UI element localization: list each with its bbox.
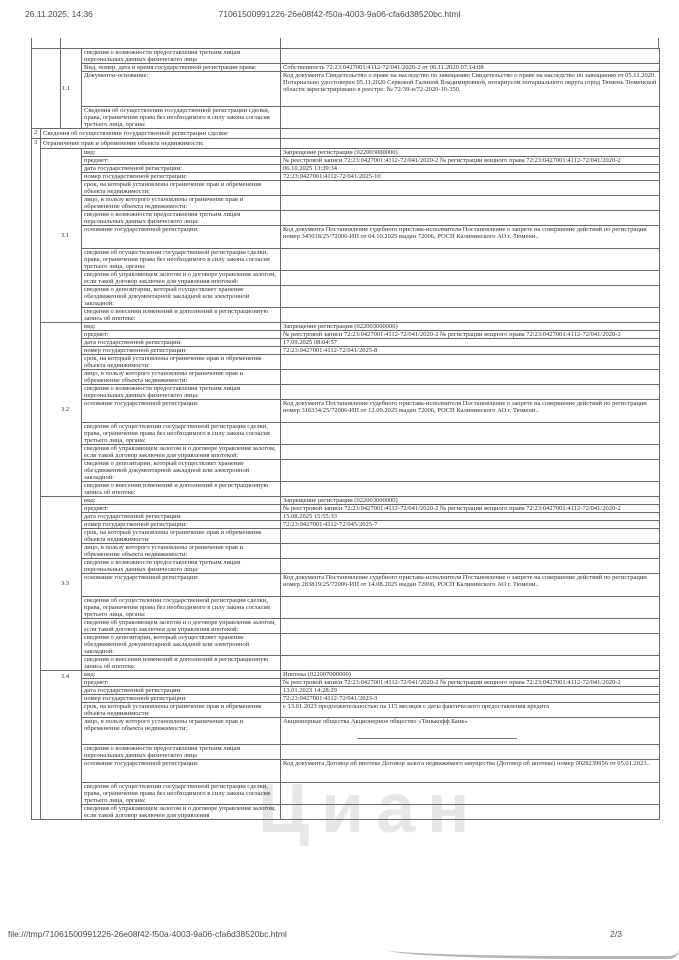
section-heading-cell: Сведения об осуществлении государственной регистрации сделки: — [41, 129, 281, 139]
border-stub — [60, 38, 61, 48]
row-value-cell: 72:23:0427001:4112-72/041/2025-10 — [281, 173, 660, 181]
table-row — [32, 634, 660, 656]
row-value-cell — [281, 139, 660, 149]
table-row — [32, 72, 660, 107]
table-row — [32, 497, 660, 505]
row-value-cell — [281, 597, 660, 619]
table-row — [32, 107, 660, 129]
table-row — [32, 544, 660, 559]
table-row — [32, 196, 660, 211]
table-row — [32, 339, 660, 347]
row-label-cell: сведения о депозитарии, который осуществляет хранение обездвиженной документарной закладной или электронной закладной: — [82, 460, 281, 482]
table-row — [32, 718, 660, 745]
table-row — [32, 400, 660, 423]
row-value-cell: с 13.01.2023 продолжительностью на 115 месяцев с даты фактического предоставления кредита — [281, 703, 660, 718]
subsection-number-cell: 3.3 — [41, 497, 82, 671]
subsection-number-cell: 3.1 — [41, 149, 82, 323]
footer-file-url: file:///tmp/71061500991226-26e08f42-f50a-4003-9a06-cfa6d38520bc.html — [8, 929, 287, 939]
print-footer — [0, 929, 679, 941]
row-label-cell: срок, на который установлены ограничение прав и обременение объекта недвижимости: — [82, 355, 281, 370]
row-label-cell: сведения о внесении изменений и дополнений в регистрационную запись об ипотеке: — [82, 482, 281, 497]
table-row — [32, 211, 660, 226]
row-value-cell — [281, 544, 660, 559]
table-row — [32, 173, 660, 181]
row-label-cell: сведения о депозитарии, который осуществляет хранение обездвиженной документарной закладной или электронной закладной: — [82, 286, 281, 308]
row-label-cell: дата государственной регистрации: — [82, 339, 281, 347]
subsection-number-cell: 3.4 — [41, 671, 82, 820]
table-row — [32, 181, 660, 196]
row-value-cell: Акционерные общества Акционерное общество «Тинькофф Банк» — [281, 718, 660, 745]
row-value-cell — [281, 460, 660, 482]
row-label-cell: номер государственной регистрации: — [82, 347, 281, 355]
table-row — [32, 805, 660, 820]
row-label-cell: Вид, номер, дата и время государственной регистрации права: — [82, 64, 281, 72]
row-value-cell: Код документа Свидетельство о праве на наследство по завещанию Свидетельство о праве на наследство по завещанию от 05.11.2020. Нотариально удостоверен 05.11.2020 Серковой Галиной Владимировной, нотариусом нотариального округа город Тюмень Тюменской области зарегистрировано в реестре: № 72/39-н/72-2020-10-350. — [281, 72, 660, 107]
row-value-cell: Запрещение регистрации (022003000000) — [281, 497, 660, 505]
row-label-cell: основание государственной регистрации: — [82, 574, 281, 597]
row-label-cell: вид: — [82, 149, 281, 157]
row-label-cell: основание государственной регистрации: — [82, 400, 281, 423]
table-row — [32, 129, 660, 139]
ownership-section-table — [31, 48, 660, 129]
table-row — [32, 347, 660, 355]
table-row — [32, 687, 660, 695]
row-value-cell — [281, 196, 660, 211]
table-row — [32, 619, 660, 634]
row-value-cell — [281, 286, 660, 308]
table-row — [32, 271, 660, 286]
table-row — [32, 679, 660, 687]
table-row — [32, 695, 660, 703]
table-row — [32, 308, 660, 323]
row-value-cell — [281, 482, 660, 497]
scan-curl-artifact — [388, 946, 679, 959]
row-value-cell — [281, 181, 660, 196]
header-filename: 71061500991226-26e08f42-f50a-4003-9a06-cfa6d38520bc.html — [218, 9, 461, 19]
row-value-cell — [281, 308, 660, 323]
print-header — [0, 9, 679, 21]
row-label-cell: лицо, в пользу которого установлены ограничение прав и обременение объекта недвижимости: — [82, 718, 281, 745]
table-row — [32, 745, 660, 760]
row-label-cell: дата государственной регистрации: — [82, 513, 281, 521]
document-body — [31, 38, 661, 820]
row-value-cell — [281, 656, 660, 671]
border-stub — [658, 38, 659, 48]
row-value-cell: № реестровой записи 72:23:0427001:4112-72/041/2020-2 № регистрации вещного права 72:23:0427001:4112-72/041/2020-2 — [281, 157, 660, 165]
row-value-cell — [281, 529, 660, 544]
row-value-cell: Запрещение регистрации (022003000000) — [281, 149, 660, 157]
row-value-cell: Код документа Постановление судебного пристава-исполнителя Постановление о запрете на совершение действий по регистрации номер 345018/25/72006-ИП от 04.10.2025 выдан 72006, РОСП Калининского АО г. Тюмени.. — [281, 226, 660, 249]
table-top-cut-borders — [31, 38, 661, 48]
row-value-cell — [281, 249, 660, 271]
row-label-cell: сведения о возможности предоставления третьим лицам персональных данных физического лица — [82, 745, 281, 760]
row-value-cell — [281, 49, 660, 64]
table-row — [32, 529, 660, 544]
row-value-cell: 15.08.2025 15:55:33 — [281, 513, 660, 521]
table-row — [32, 139, 660, 149]
row-label-cell: сведения об управляющем залогом и о договоре управления залогом, если такой договор заключен для управления ипотекой: — [82, 619, 281, 634]
row-label-cell: срок, на который установлены ограничение прав и обременение объекта недвижимости: — [82, 703, 281, 718]
cian-watermark: Циан — [258, 769, 482, 847]
table-row — [32, 157, 660, 165]
row-label-cell: сведения об осуществлении государственной регистрации сделки, права, ограничения права без необходимого в силу закона согласия третьего лица, органа: — [82, 423, 281, 445]
table-row — [32, 64, 660, 72]
row-value-cell: Ипотека (022007000000) — [281, 671, 660, 679]
table-row — [32, 760, 660, 783]
row-label-cell: предмет: — [82, 505, 281, 513]
row-label-cell: основание государственной регистрации: — [82, 226, 281, 249]
table-row — [32, 597, 660, 619]
row-value-cell — [281, 129, 660, 139]
row-value-cell: 72:23:0427001:4112-72/045/2025-7 — [281, 521, 660, 529]
row-label-cell: Сведения об осуществлении государственной регистрации сделки, права, ограничения права без необходимого в силу закона согласия третьего лица, органа: — [82, 107, 281, 129]
header-datetime: 26.11.2025, 14:36 — [25, 9, 93, 19]
row-value-cell: 72:23:0427001:4112-72/041/2023-3 — [281, 695, 660, 703]
row-label-cell: сведения о возможности предоставления третьим лицам персональных данных физического лица: — [82, 559, 281, 574]
row-value-cell — [281, 745, 660, 760]
section-number-cell: 2 — [32, 129, 41, 139]
table-row — [32, 249, 660, 271]
section-number-cell: 3 — [32, 139, 41, 820]
row-value-cell: 17.09.2025 08:04:57 — [281, 339, 660, 347]
row-value-cell — [281, 211, 660, 226]
row-value-cell — [281, 107, 660, 129]
row-label-cell: предмет: — [82, 331, 281, 339]
row-label-cell: сведения о возможности предоставления третьим лицам персональных данных физического лица: — [82, 211, 281, 226]
row-label-cell: вид: — [82, 671, 281, 679]
row-label-cell: сведения об управляющем залогом и о договоре управления залогом, если такой договор заключен для управления — [82, 805, 281, 820]
row-value-cell — [281, 271, 660, 286]
border-stub — [280, 38, 281, 48]
cell-artifact-line — [357, 738, 517, 739]
row-value-cell: 72:23:0427001:4112-72/041/2025-8 — [281, 347, 660, 355]
cut-parent-number-cell — [32, 49, 61, 129]
table-row — [32, 783, 660, 805]
row-label-cell: дата государственной регистрации: — [82, 165, 281, 173]
row-label-cell: номер государственной регистрации: — [82, 695, 281, 703]
row-value-cell — [281, 385, 660, 400]
table-row — [32, 423, 660, 445]
row-value-cell — [281, 423, 660, 445]
table-row — [32, 370, 660, 385]
row-label-cell: основание государственной регистрации: — [82, 760, 281, 783]
table-row — [32, 671, 660, 679]
table-row — [32, 513, 660, 521]
row-value-cell: № реестровой записи 72:23:0427001:4112-72/041/2020-2 № регистрации вещного права 72:23:0427001:4112-72/041/2020-2 — [281, 505, 660, 513]
row-value-cell — [281, 634, 660, 656]
table-row — [32, 149, 660, 157]
row-label-cell: сведения об управляющем залогом и о договоре управления залогом, если такой договор заключен для управления ипотекой: — [82, 271, 281, 286]
row-label-cell: срок, на который установлены ограничение прав и обременение объекта недвижимости: — [82, 529, 281, 544]
table-row — [32, 445, 660, 460]
row-label-cell: вид: — [82, 497, 281, 505]
row-value-cell: Запрещение регистрации (022003000000) — [281, 323, 660, 331]
row-label-cell: сведения о внесении изменений и дополнений в регистрационную запись об ипотеке: — [82, 308, 281, 323]
row-value-cell — [281, 355, 660, 370]
row-value-cell — [281, 619, 660, 634]
row-value-cell: 06.10.2025 13:39:34 — [281, 165, 660, 173]
table-row — [32, 703, 660, 718]
row-label-cell: Документы-основание: — [82, 72, 281, 107]
row-value-cell: Код документа Постановление судебного пристава-исполнителя Постановление о запрете на совершение действий по регистрации номер 316334/25/72006-ИП от 12.09.2025 выдан 72006, РОСП Калининского АО г. Тюмени.. — [281, 400, 660, 423]
row-label-cell: номер государственной регистрации: — [82, 173, 281, 181]
section-heading-cell: Ограничение прав и обременение объекта недвижимости: — [41, 139, 281, 149]
table-row — [32, 323, 660, 331]
table-row — [32, 286, 660, 308]
table-row — [32, 521, 660, 529]
row-label-cell: номер государственной регистрации: — [82, 521, 281, 529]
row-value-cell: Код документа Договор об ипотеке Договор залога недвижимого имущества (Договор об ипотеке) номер 0028239956 от 05.01.2023.. — [281, 760, 660, 783]
subsection-number-cell: 3.2 — [41, 323, 82, 497]
row-label-cell: предмет: — [82, 157, 281, 165]
row-label-cell: сведения об осуществлении государственной регистрации сделки, права, ограничения права без необходимого в силу закона согласия третьего лица, органа: — [82, 249, 281, 271]
row-value-cell: № реестровой записи 72:23:0427001:4112-72/041/2020-2 № регистрации вещного права 72:23:0427001:4112-72/041/2020-2 — [281, 679, 660, 687]
row-label-cell: сведения о депозитарии, который осуществляет хранение обездвиженной документарной закладной или электронной закладной: — [82, 634, 281, 656]
table-row — [32, 559, 660, 574]
row-label-cell: сведения об осуществлении государственной регистрации сделки, права, ограничения права без необходимого в силу закона согласия третьего лица, органа: — [82, 783, 281, 805]
table-row — [32, 226, 660, 249]
row-value-cell: № реестровой записи 72:23:0427001:4112-72/041/2020-2 № регистрации вещного права 72:23:0427001:4112-72/041/2020-2 — [281, 331, 660, 339]
table-row — [32, 355, 660, 370]
row-value-cell — [281, 805, 660, 820]
footer-page-indicator: 2/3 — [610, 929, 622, 939]
row-value-cell — [281, 445, 660, 460]
row-label-cell: предмет: — [82, 679, 281, 687]
row-value-cell: 13.01.2023 14:28:29 — [281, 687, 660, 695]
row-label-cell: вид: — [82, 323, 281, 331]
row-value-cell — [281, 783, 660, 805]
row-label-cell: сведения о возможности предоставления третьим лицам персональных данных физического лица — [82, 49, 281, 64]
row-value-cell — [281, 370, 660, 385]
row-label-cell: сведения о внесении изменений и дополнений в регистрационную запись об ипотеке: — [82, 656, 281, 671]
row-label-cell: сведения о возможности предоставления третьим лицам персональных данных физического лица: — [82, 385, 281, 400]
table-row — [32, 165, 660, 173]
row-label-cell: срок, на который установлены ограничение прав и обременение объекта недвижимости: — [82, 181, 281, 196]
row-value-cell: Собственность 72:23:0427001:4112-72/041/2020-2 от 06.11.2020 07:14:08 — [281, 64, 660, 72]
row-label-cell: сведения об осуществлении государственной регистрации сделки, права, ограничения права без необходимого в силу закона согласия третьего лица, органа: — [82, 597, 281, 619]
table-row — [32, 49, 660, 64]
encumbrances-section-table — [31, 138, 660, 820]
table-row — [32, 482, 660, 497]
row-label-cell: сведения об управляющем залогом и о договоре управления залогом, если такой договор заключен для управления ипотекой: — [82, 445, 281, 460]
row-value-cell: Код документа Постановление судебного пристава-исполнителя Постановление о запрете на совершение действий по регистрации номер 283819/25/72006-ИП от 14.08.2025 выдан 72006, РОСП Калининского АО г. Тюмени.. — [281, 574, 660, 597]
border-stub — [31, 38, 32, 48]
table-row — [32, 656, 660, 671]
row-label-cell: дата государственной регистрации: — [82, 687, 281, 695]
table-row — [32, 460, 660, 482]
row-label-cell: лицо, в пользу которого установлены ограничение прав и обременение объекта недвижимости: — [82, 196, 281, 211]
table-row — [32, 331, 660, 339]
row-value-cell — [281, 559, 660, 574]
section-number-cell: 1.1 — [61, 49, 82, 129]
row-label-cell: лицо, в пользу которого установлены ограничение прав и обременение объекта недвижимости: — [82, 544, 281, 559]
table-row — [32, 385, 660, 400]
row-label-cell: лицо, в пользу которого установлены ограничение прав и обременение объекта недвижимости: — [82, 370, 281, 385]
table-row — [32, 505, 660, 513]
table-row — [32, 574, 660, 597]
